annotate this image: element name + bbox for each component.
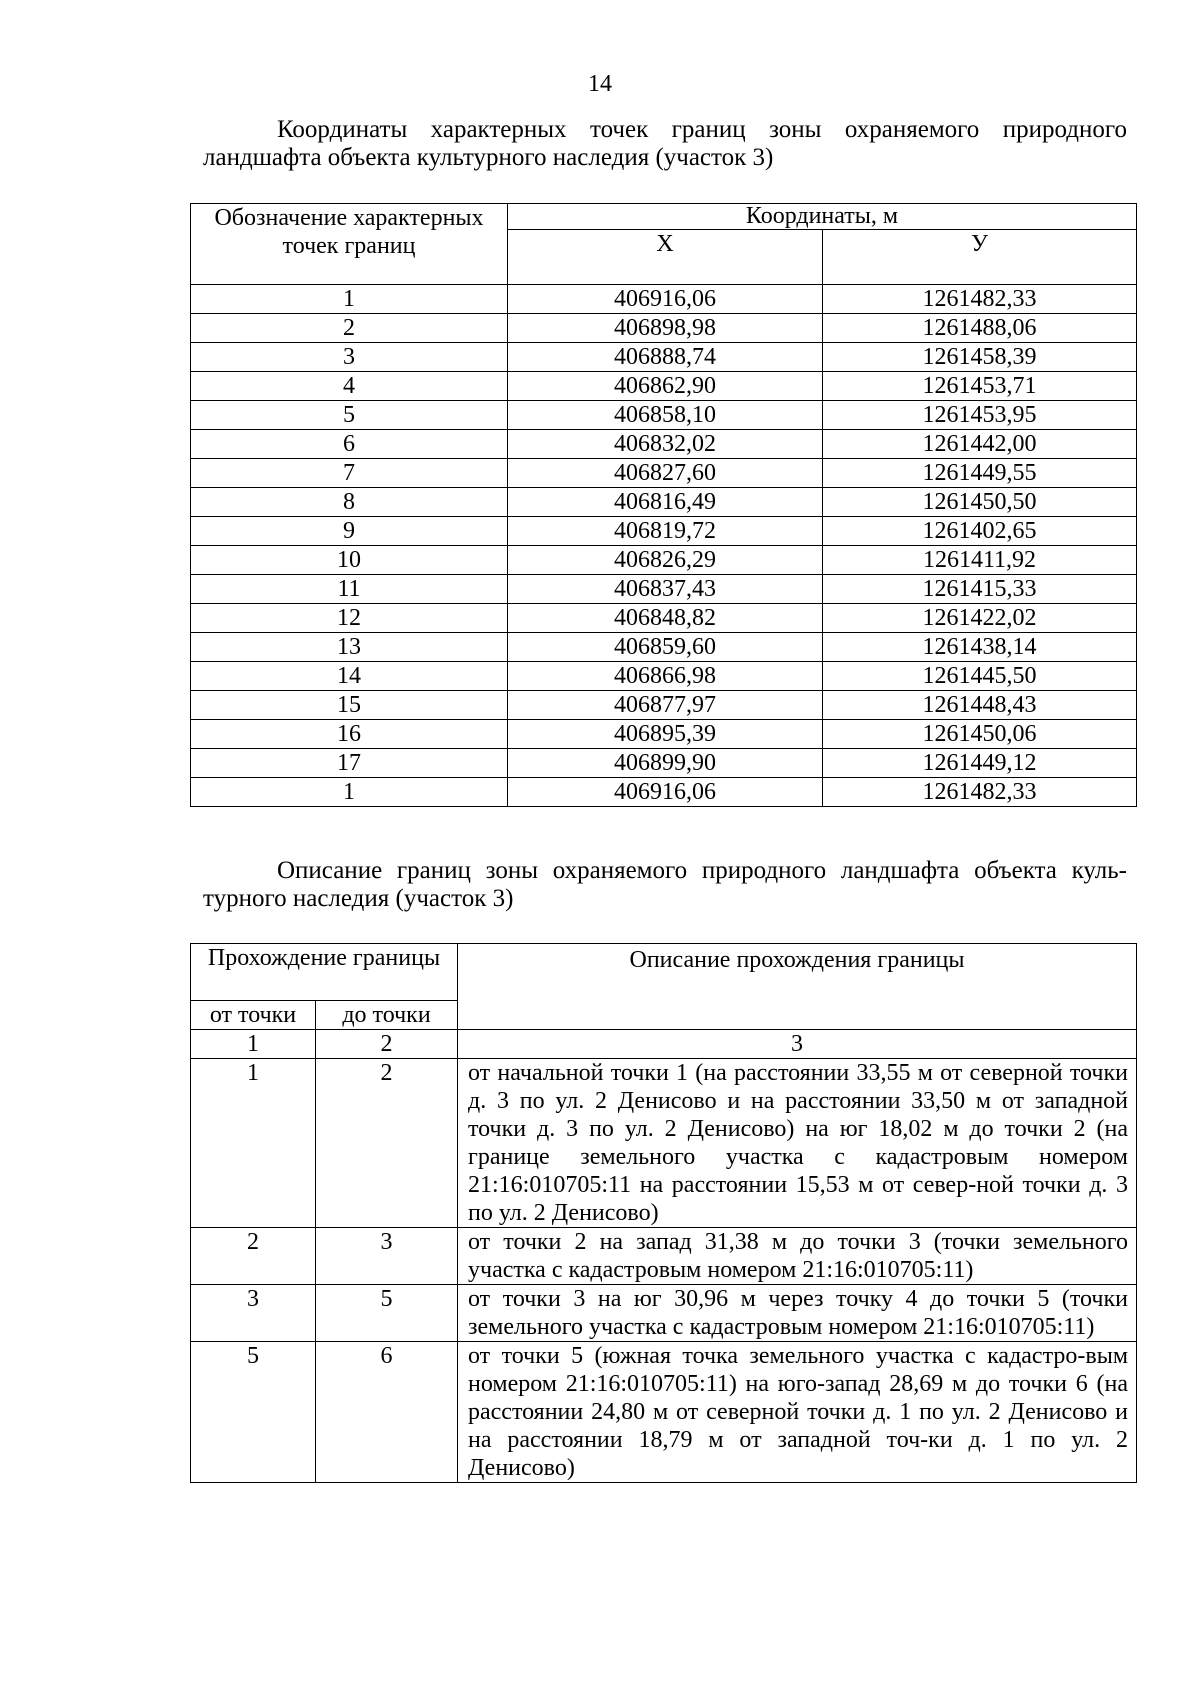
header-x: Х [508,230,823,285]
coordinate-row [191,459,1137,488]
page-number: 14 [588,71,612,97]
segment-description-cell: от точки 5 (южная точка земельного участка с кадастро-вым номером 21:16:010705:11) на юго-запад 28,69 м до точки 6 (на расстоянии 24,80 м от северной точки д. 1 по ул. 2 Денисово и на расстоянии 18,79 м от западной точ-ки д. 1 по ул. 2 Денисово) [458,1342,1137,1483]
segment-description-cell: от начальной точки 1 (на расстоянии 33,55 м от северной точки д. 3 по ул. 2 Денисово и на расстоянии 33,50 м от западной точки д. 3 по ул. 2 Денисово) на юг 18,02 м до точки 2 (на границе земельного участка с кадастровым номером 21:16:010705:11 на расстоянии 15,53 м от север-ной точки д. 3 по ул. 2 Денисово) [458,1059,1137,1228]
header-boundary-passage: Прохождение границы [191,944,458,1001]
y-coordinate-cell: 1261450,50 [823,488,1137,517]
y-coordinate-cell: 1261453,95 [823,401,1137,430]
coordinate-row [191,633,1137,662]
point-cell: 3 [191,343,508,372]
to-point-cell: 2 [316,1059,458,1228]
coordinate-row [191,749,1137,778]
coordinate-row [191,285,1137,314]
coordinate-row [191,575,1137,604]
y-coordinate-cell: 1261449,55 [823,459,1137,488]
y-coordinate-cell: 1261442,00 [823,430,1137,459]
coordinate-row [191,691,1137,720]
y-coordinate-cell: 1261415,33 [823,575,1137,604]
from-point-cell: 2 [191,1228,316,1285]
x-coordinate-cell: 406837,43 [508,575,823,604]
y-coordinate-cell: 1261450,06 [823,720,1137,749]
header-point-designation: Обозначение характерных точек границ [191,204,508,285]
point-cell: 7 [191,459,508,488]
point-cell: 14 [191,662,508,691]
x-coordinate-cell: 406862,90 [508,372,823,401]
coordinates-heading: Координаты характерных точек границ зоны охраняемого природного ландшафта объекта культурного наследия (участок 3) [203,116,1127,171]
point-cell: 2 [191,314,508,343]
y-coordinate-cell: 1261445,50 [823,662,1137,691]
coordinate-row [191,430,1137,459]
point-cell: 9 [191,517,508,546]
from-point-cell: 5 [191,1342,316,1483]
coordinates-table-body [191,285,1137,807]
segment-description-cell: от точки 2 на запад 31,38 м до точки 3 (точки земельного участка с кадастровым номером 21:16:010705:11) [458,1228,1137,1285]
coordinate-row [191,372,1137,401]
header-passage-description: Описание прохождения границы [458,944,1137,1030]
segment-description-cell: от точки 3 на юг 30,96 м через точку 4 до точки 5 (точки земельного участка с кадастровым номером 21:16:010705:11) [458,1285,1137,1342]
boundary-segment-row [191,1342,1137,1483]
x-coordinate-cell: 406827,60 [508,459,823,488]
y-coordinate-cell: 1261448,43 [823,691,1137,720]
point-cell: 12 [191,604,508,633]
coordinate-row [191,343,1137,372]
coordinate-row [191,662,1137,691]
point-cell: 1 [191,778,508,807]
coordinate-row [191,720,1137,749]
point-cell: 8 [191,488,508,517]
coordinate-row [191,604,1137,633]
y-coordinate-cell: 1261482,33 [823,285,1137,314]
y-coordinate-cell: 1261411,92 [823,546,1137,575]
x-coordinate-cell: 406866,98 [508,662,823,691]
y-coordinate-cell: 1261449,12 [823,749,1137,778]
x-coordinate-cell: 406888,74 [508,343,823,372]
description-heading: Описание границ зоны охраняемого природного ландшафта объекта куль-турного наследия (участок 3) [203,857,1127,912]
y-coordinate-cell: 1261482,33 [823,778,1137,807]
point-cell: 13 [191,633,508,662]
x-coordinate-cell: 406848,82 [508,604,823,633]
point-cell: 6 [191,430,508,459]
header-y: У [823,230,1137,285]
header-coordinates: Координаты, м [508,204,1137,230]
x-coordinate-cell: 406859,60 [508,633,823,662]
y-coordinate-cell: 1261402,65 [823,517,1137,546]
to-point-cell: 5 [316,1285,458,1342]
coordinates-table [190,203,1137,807]
column-number: 2 [316,1030,458,1059]
boundary-segment-row [191,1228,1137,1285]
coordinate-row [191,401,1137,430]
y-coordinate-cell: 1261458,39 [823,343,1137,372]
header-from-point: от точки [191,1001,316,1030]
x-coordinate-cell: 406898,98 [508,314,823,343]
x-coordinate-cell: 406819,72 [508,517,823,546]
point-cell: 15 [191,691,508,720]
x-coordinate-cell: 406826,29 [508,546,823,575]
coordinate-row [191,314,1137,343]
y-coordinate-cell: 1261488,06 [823,314,1137,343]
y-coordinate-cell: 1261422,02 [823,604,1137,633]
to-point-cell: 6 [316,1342,458,1483]
point-cell: 1 [191,285,508,314]
y-coordinate-cell: 1261453,71 [823,372,1137,401]
x-coordinate-cell: 406895,39 [508,720,823,749]
header-to-point: до точки [316,1001,458,1030]
coordinate-row [191,778,1137,807]
x-coordinate-cell: 406916,06 [508,778,823,807]
x-coordinate-cell: 406877,97 [508,691,823,720]
from-point-cell: 3 [191,1285,316,1342]
point-cell: 5 [191,401,508,430]
point-cell: 4 [191,372,508,401]
boundary-segment-row [191,1285,1137,1342]
x-coordinate-cell: 406832,02 [508,430,823,459]
x-coordinate-cell: 406899,90 [508,749,823,778]
point-cell: 10 [191,546,508,575]
column-number: 1 [191,1030,316,1059]
coordinate-row [191,517,1137,546]
from-point-cell: 1 [191,1059,316,1228]
coordinate-row [191,488,1137,517]
coordinate-row [191,546,1137,575]
boundary-segment-row [191,1059,1137,1228]
x-coordinate-cell: 406858,10 [508,401,823,430]
to-point-cell: 3 [316,1228,458,1285]
point-cell: 11 [191,575,508,604]
column-number: 3 [458,1030,1137,1059]
x-coordinate-cell: 406816,49 [508,488,823,517]
x-coordinate-cell: 406916,06 [508,285,823,314]
point-cell: 16 [191,720,508,749]
boundary-description-table [190,943,1137,1483]
point-cell: 17 [191,749,508,778]
boundary-description-table-body [191,1059,1137,1483]
y-coordinate-cell: 1261438,14 [823,633,1137,662]
